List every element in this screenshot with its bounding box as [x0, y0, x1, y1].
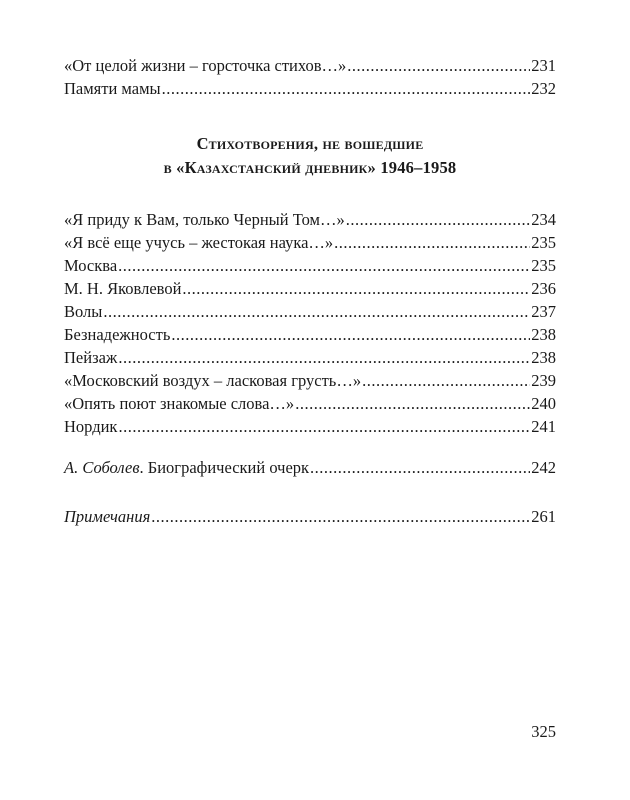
dot-leader: [103, 300, 530, 323]
toc-entry: [64, 369, 556, 392]
dot-leader: [182, 277, 530, 300]
toc-essay-group: [64, 456, 556, 479]
toc-entry-title: «Опять поют знакомые слова…»: [64, 394, 295, 413]
dot-leader: [295, 392, 530, 415]
toc-entry: [64, 77, 556, 100]
toc-entry-title: «Я всё еще учусь – жестокая наука…»: [64, 233, 334, 252]
toc-entry-title: М. Н. Яковлевой: [64, 279, 182, 298]
toc-entry-page: 232: [531, 79, 556, 98]
toc-entry: [64, 54, 556, 77]
dot-leader: [347, 54, 530, 77]
toc-entry-title: «Московский воздух – ласковая грусть…»: [64, 371, 362, 390]
dot-leader: [118, 346, 530, 369]
dot-leader: [151, 505, 530, 528]
toc-entry-title: Нордик: [64, 417, 118, 436]
toc-entry-page: 238: [531, 325, 556, 344]
toc-entry-page: 235: [531, 233, 556, 252]
toc-entry-title: Москва: [64, 256, 118, 275]
dot-leader: [118, 254, 530, 277]
toc-entry: [64, 346, 556, 369]
toc-entry: [64, 254, 556, 277]
toc-entry-notes: [64, 505, 556, 528]
toc-entry-title: Безнадежность: [64, 325, 171, 344]
toc-entry-page: 261: [531, 507, 556, 526]
essay-title: . Биографический очерк: [139, 458, 310, 477]
toc-entry: [64, 277, 556, 300]
toc-notes-group: [64, 505, 556, 528]
section-heading-line-2: в «Казахстанский дневник» 1946–1958: [163, 158, 457, 177]
section-heading: [64, 132, 556, 180]
toc-entry-title: Волы: [64, 302, 103, 321]
toc-entry-essay: [64, 456, 556, 479]
toc-entry-page: 238: [531, 348, 556, 367]
dot-leader: [162, 77, 531, 100]
dot-leader: [118, 415, 530, 438]
dot-leader: [346, 208, 531, 231]
toc-entry-page: 237: [531, 302, 556, 321]
toc-entry-title: Пейзаж: [64, 348, 118, 367]
toc-entry-page: 236: [531, 279, 556, 298]
dot-leader: [362, 369, 530, 392]
toc-entry-title: «Я приду к Вам, только Черный Том…»: [64, 210, 345, 229]
toc-entry-page: 231: [531, 56, 556, 75]
toc-entry-page: 241: [531, 417, 556, 436]
toc-entry-page: 234: [531, 210, 556, 229]
toc-entry: [64, 300, 556, 323]
section-heading-line-1: Стихотворения, не вошедшие: [196, 134, 424, 153]
toc-entry-title: Памяти мамы: [64, 79, 161, 98]
toc-entry-page: 235: [531, 256, 556, 275]
dot-leader: [310, 456, 530, 479]
toc-entry: [64, 415, 556, 438]
toc-entry-title: «От целой жизни – горсточка стихов…»: [64, 56, 347, 75]
toc-entry: [64, 208, 556, 231]
toc-section-group: [64, 208, 556, 438]
dot-leader: [334, 231, 530, 254]
toc-entry-title: Примечания: [64, 507, 151, 526]
toc-entry-page: 242: [531, 458, 556, 477]
toc-entry-title: [64, 456, 309, 479]
toc-entry: [64, 231, 556, 254]
toc-entry: [64, 392, 556, 415]
page-number: 325: [531, 722, 556, 741]
essay-author: А. Соболев: [64, 458, 140, 477]
toc-entry-page: 240: [531, 394, 556, 413]
toc-entry-page: 239: [531, 371, 556, 390]
dot-leader: [171, 323, 530, 346]
toc-entry: [64, 323, 556, 346]
toc-top-group: [64, 54, 556, 100]
